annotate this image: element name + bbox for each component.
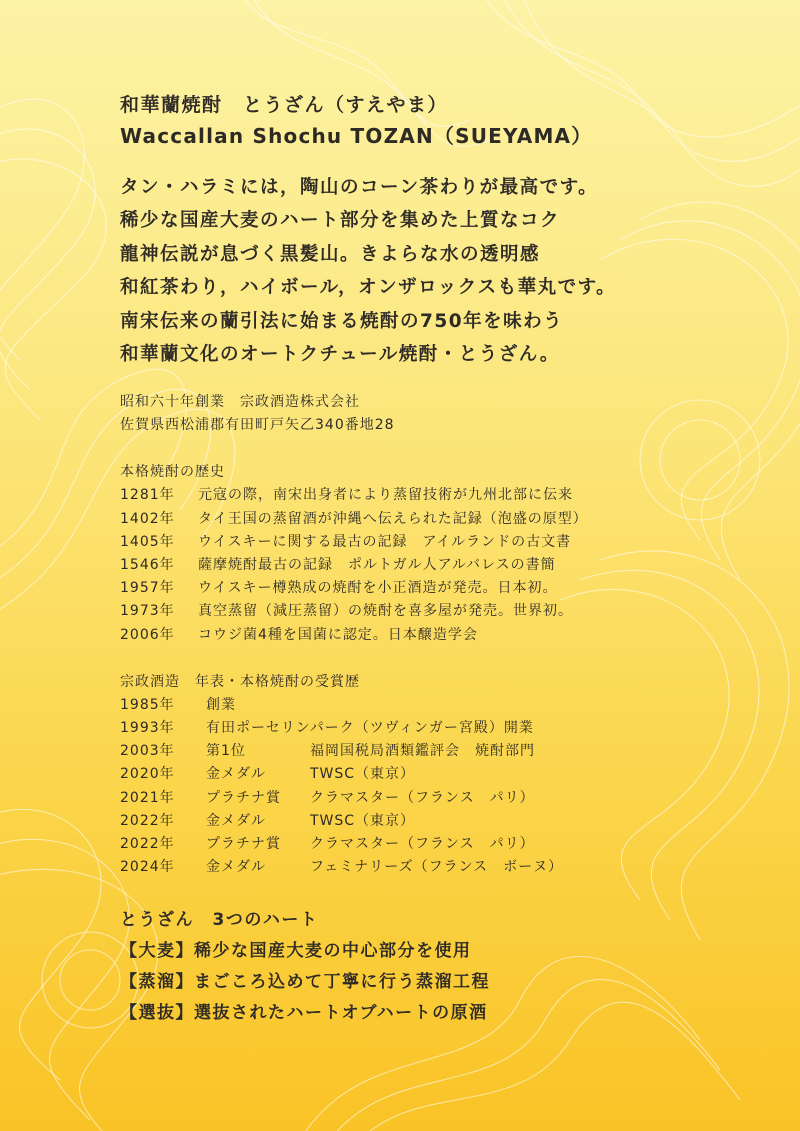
award-row [120, 694, 680, 717]
history-row [120, 484, 680, 507]
history-text: ウイスキー樽熟成の焼酎を小正酒造が発売。日本初。 [198, 580, 558, 597]
award-rank: 金メダル [206, 859, 266, 876]
award-row [120, 833, 680, 856]
company-info [120, 391, 680, 437]
awards-heading: 宗政酒造 年表・本格焼酎の受賞歴 [120, 673, 360, 690]
lead-line: 龍神伝説が息づく黒髪山。きよらな水の透明感 [120, 243, 541, 265]
lead-line: 稀少な国産大麦のハート部分を集めた上質なコク [120, 210, 561, 232]
lead-line: 和華蘭文化のオートクチュール焼酎・とうざん。 [120, 344, 560, 366]
history-row [120, 508, 680, 531]
history-heading: 本格焼酎の歴史 [120, 464, 225, 481]
history-text: 元寇の際，南宋出身者により蒸留技術が九州北部に伝来 [198, 487, 573, 504]
award-row [120, 717, 680, 740]
history-year: 1973年 [120, 603, 175, 620]
award-row [120, 810, 680, 833]
award-rank: 金メダル [206, 812, 266, 829]
history-year: 1957年 [120, 580, 175, 597]
award-row [120, 740, 680, 763]
lead-line: 南宋伝来の蘭引法に始まる焼酎の750年を味わう [120, 310, 564, 332]
award-text: フェミナリーズ（フランス ボーヌ） [310, 859, 564, 876]
award-year: 1985年 [120, 696, 175, 713]
history-text: タイ王国の蒸留酒が沖縄へ伝えられた記録（泡盛の原型） [198, 510, 588, 527]
history-text: ウイスキーに関する最古の記録 アイルランドの古文書 [198, 533, 572, 550]
history-year: 1546年 [120, 557, 175, 574]
history-year: 1281年 [120, 487, 175, 504]
award-text: クラマスター（フランス パリ） [310, 836, 535, 853]
lead-line: タン・ハラミには，陶山のコーン茶わりが最高です。 [120, 177, 599, 198]
award-text: クラマスター（フランス パリ） [310, 789, 535, 806]
history-year: 1405年 [120, 533, 175, 550]
award-text: 福岡国税局酒類鑑評会 焼酎部門 [310, 743, 535, 760]
history-year: 1402年 [120, 510, 175, 527]
heart-item: 【蒸溜】まごころ込めて丁寧に行う蒸溜工程 [120, 972, 490, 993]
company-founding: 昭和六十年創業 宗政酒造株式会社 [120, 394, 360, 411]
history-row [120, 577, 680, 600]
award-row [120, 856, 680, 879]
history-row [120, 531, 680, 554]
main-content [120, 90, 680, 1029]
page-title-en: Waccallan Shochu TOZAN（SUEYAMA） [120, 124, 593, 148]
award-year: 1993年 [120, 720, 175, 737]
history-text: 薩摩焼酎最古の記録 ポルトガル人アルバレスの書簡 [198, 557, 556, 574]
three-hearts [120, 905, 680, 1029]
award-rank: プラチナ賞 [206, 836, 281, 853]
award-year: 2022年 [120, 812, 175, 829]
history-year: 2006年 [120, 626, 175, 643]
award-year: 2020年 [120, 766, 175, 783]
company-address: 佐賀県西松浦郡有田町戸矢乙340番地28 [120, 417, 395, 434]
award-rank: 第1位 [206, 743, 246, 760]
history-row [120, 554, 680, 577]
award-year: 2024年 [120, 859, 175, 876]
heart-item: 【大麦】稀少な国産大麦の中心部分を使用 [120, 941, 472, 962]
award-row [120, 787, 680, 810]
history-text: コウジ菌4種を国菌に認定。日本醸造学会 [198, 626, 478, 643]
award-rank: プラチナ賞 [206, 789, 281, 806]
company-awards [120, 671, 680, 880]
award-year: 2021年 [120, 789, 175, 806]
award-year: 2003年 [120, 743, 175, 760]
award-rank: 金メダル [206, 766, 266, 783]
shochu-history [120, 461, 680, 646]
award-rank: 有田ポーセリンパーク（ツヴィンガー宮殿）開業 [206, 720, 534, 737]
history-row [120, 600, 680, 623]
history-row [120, 624, 680, 647]
award-rank: 創業 [206, 696, 236, 713]
heart-item: 【選抜】選抜されたハートオブハートの原酒 [120, 1003, 488, 1024]
award-text: TWSC（東京） [310, 766, 416, 783]
award-year: 2022年 [120, 836, 175, 853]
history-text: 真空蒸留（減圧蒸留）の焼酎を喜多屋が発売。世界初。 [198, 603, 573, 620]
lead-line: 和紅茶わり，ハイボール，オンザロックスも華丸です。 [120, 277, 617, 299]
lead-copy [120, 171, 680, 371]
award-text: TWSC（東京） [310, 812, 416, 829]
hearts-heading: とうざん 3つのハート [120, 910, 319, 931]
award-row [120, 763, 680, 786]
page-title-jp: 和華蘭焼酎 とうざん（すえやま） [120, 94, 449, 116]
